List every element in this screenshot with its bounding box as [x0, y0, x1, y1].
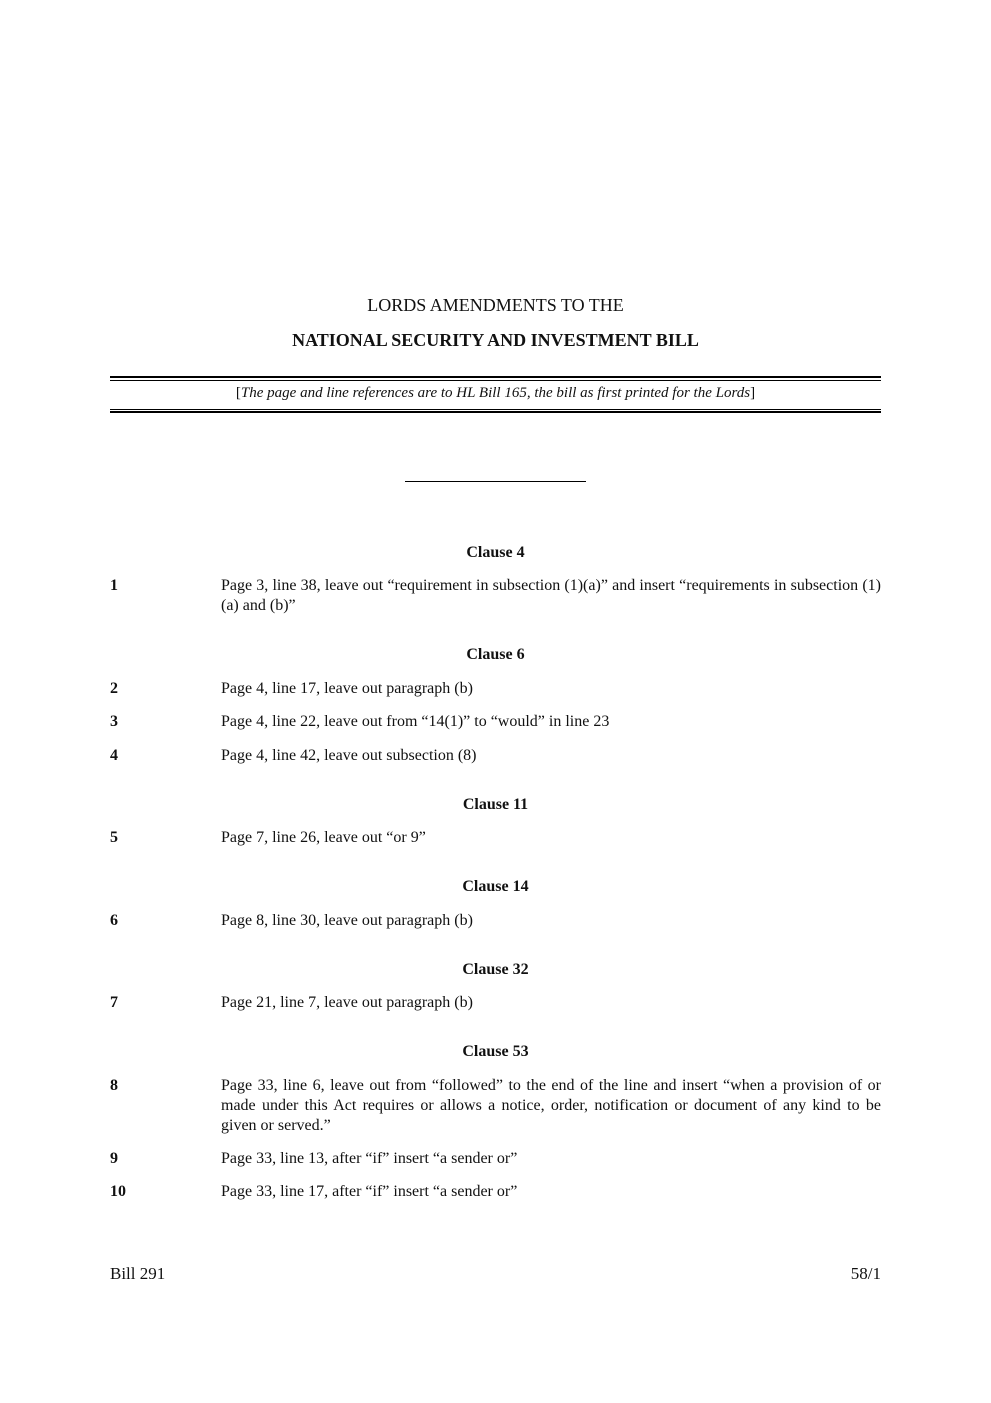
bill-title: NATIONAL SECURITY AND INVESTMENT BILL [292, 330, 699, 350]
note-open-bracket: [ [235, 385, 241, 401]
clause-heading-4: Clause 4 [466, 544, 525, 561]
clause-heading-6: Clause 6 [466, 646, 525, 663]
top-thin-rule [110, 380, 881, 381]
bottom-thick-rule [110, 411, 881, 413]
amendment-text: Page 33, line 13, after “if” insert “a sender or” [221, 1150, 518, 1167]
amendment-text: Page 7, line 26, leave out “or 9” [221, 829, 426, 846]
separator-rule [405, 481, 586, 482]
title-line-1: LORDS AMENDMENTS TO THE [367, 295, 624, 315]
amendment-number: 1 [110, 577, 118, 594]
bill-number: Bill 291 [110, 1264, 166, 1283]
amendment-text: Page 33, line 17, after “if” insert “a sender or” [221, 1183, 518, 1200]
amendment-number: 6 [110, 912, 118, 929]
amendment-number: 2 [110, 680, 118, 697]
bottom-thin-rule [110, 409, 881, 410]
amendment-text: Page 4, line 42, leave out subsection (8) [221, 747, 477, 764]
amendment-text: Page 4, line 17, leave out paragraph (b) [221, 680, 473, 697]
amendment-number: 7 [110, 994, 118, 1011]
clause-heading-11: Clause 11 [462, 796, 529, 813]
amendment-text: Page 4, line 22, leave out from “14(1)” to “would” in line 23 [221, 713, 610, 730]
reference-note [110, 385, 881, 402]
note-text: The page and line references are to HL Bill 165, the bill as first printed for the Lords [240, 385, 751, 401]
clause-heading-32: Clause 32 [462, 961, 529, 978]
clause-heading-14: Clause 14 [462, 878, 529, 895]
clause-heading-53: Clause 53 [462, 1043, 529, 1060]
amendment-text: Page 33, line 6, leave out from “followed” to the end of the line and insert “when a provision of or made under this Act requires or allows a notice, order, notification or document of any kind to be given or served.” [221, 1077, 881, 1134]
amendment-number: 10 [110, 1183, 126, 1200]
amendment-number: 3 [110, 713, 118, 730]
amendment-text: Page 21, line 7, leave out paragraph (b) [221, 994, 473, 1011]
note-close-bracket: ] [750, 385, 756, 401]
page-reference: 58/1 [850, 1264, 881, 1283]
top-thick-rule [110, 376, 881, 378]
amendment-number: 8 [110, 1077, 118, 1094]
amendment-number: 4 [110, 747, 118, 764]
amendment-text: Page 8, line 30, leave out paragraph (b) [221, 912, 473, 929]
amendment-number: 9 [110, 1150, 118, 1167]
amendment-text: Page 3, line 38, leave out “requirement in subsection (1)(a)” and insert “requirements in subsection (1)(a) and (b)” [221, 577, 881, 614]
amendment-number: 5 [110, 829, 118, 846]
